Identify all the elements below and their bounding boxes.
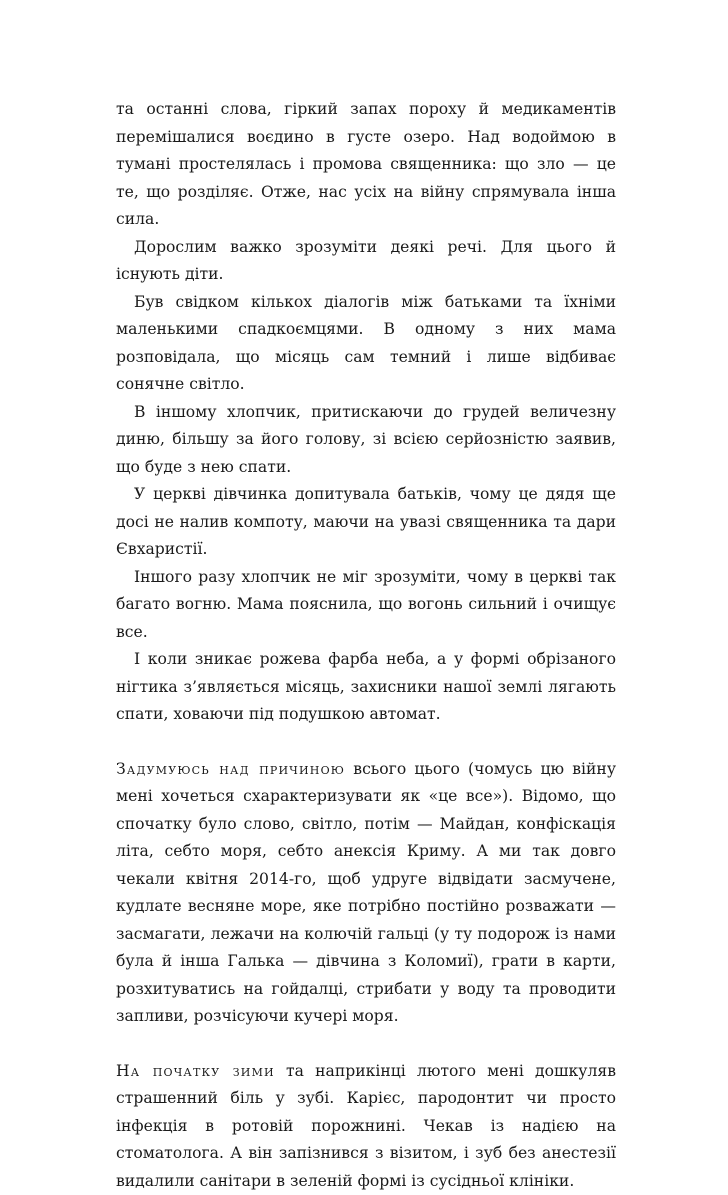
section-2-body: всього цього (чомусь цю війну мені хочеться схарактеризувати як «це все»). Відомо, що спочатку було слово, світло, потім — Майдан, конфіскація літа, себто моря, себто анексія Криму. А ми так довго чекали квітня 2014-го, щоб удруге відвідати засмучене, кудлате весняне море, яке потрібно постійно розважати — засмагати, лежачи на колючій гальці (у ту подорож із нами була й інша Галька — дівчина з Коломиї), грати в карти, розхитуватись на гойдалці, стрибати у воду та проводити запливи, розчісуючи кучері моря.: [116, 760, 616, 1026]
paragraph-6: Іншого разу хлопчик не міг зрозуміти, чому в церкві так багато вогню. Мама пояснила, що вогонь сильний і очищує все.: [116, 564, 616, 647]
paragraph-7: І коли зникає рожева фарба неба, а у формі обрізаного нігтика з’являється місяць, захисники нашої землі лягають спати, ховаючи під подушкою автомат.: [116, 646, 616, 729]
paragraph-5: У церкві дівчинка допитувала батьків, чому це дядя ще досі не налив компоту, маючи на увазі священника та дари Євхаристії.: [116, 481, 616, 564]
page-body: [116, 96, 616, 1195]
section-2-paragraph: [116, 756, 616, 1031]
section-3-paragraph: [116, 1058, 616, 1195]
section-3-lead: На початку зими: [116, 1062, 275, 1080]
paragraph-1: та останні слова, гіркий запах пороху й медикаментів перемішалися воєдино в густе озеро. Над водоймою в тумані простелялась і промова священника: що зло — це те, що розділяє. Отже, нас усіх на війну спрямувала інша сила.: [116, 96, 616, 234]
section-3-body: та наприкінці лютого мені дошкуляв страшенний біль у зубі. Карієс, пародонтит чи просто інфекція в ротовій порожнині. Чекав із надією на стоматолога. А він запізнився з візитом, і зуб без анестезії видалили санітари в зеленій формі із сусідньої клініки.: [116, 1062, 616, 1190]
paragraph-4: В іншому хлопчик, притискаючи до грудей величезну диню, більшу за його голову, зі всією серйозністю заявив, що буде з нею спати.: [116, 399, 616, 482]
paragraph-2: Дорослим важко зрозуміти деякі речі. Для цього й існують діти.: [116, 234, 616, 289]
section-2-lead: Задумуюсь над причиною: [116, 760, 345, 778]
paragraph-3: Був свідком кількох діалогів між батьками та їхніми маленькими спадкоємцями. В одному з них мама розповідала, що місяць сам темний і лише відбиває сонячне світло.: [116, 289, 616, 399]
